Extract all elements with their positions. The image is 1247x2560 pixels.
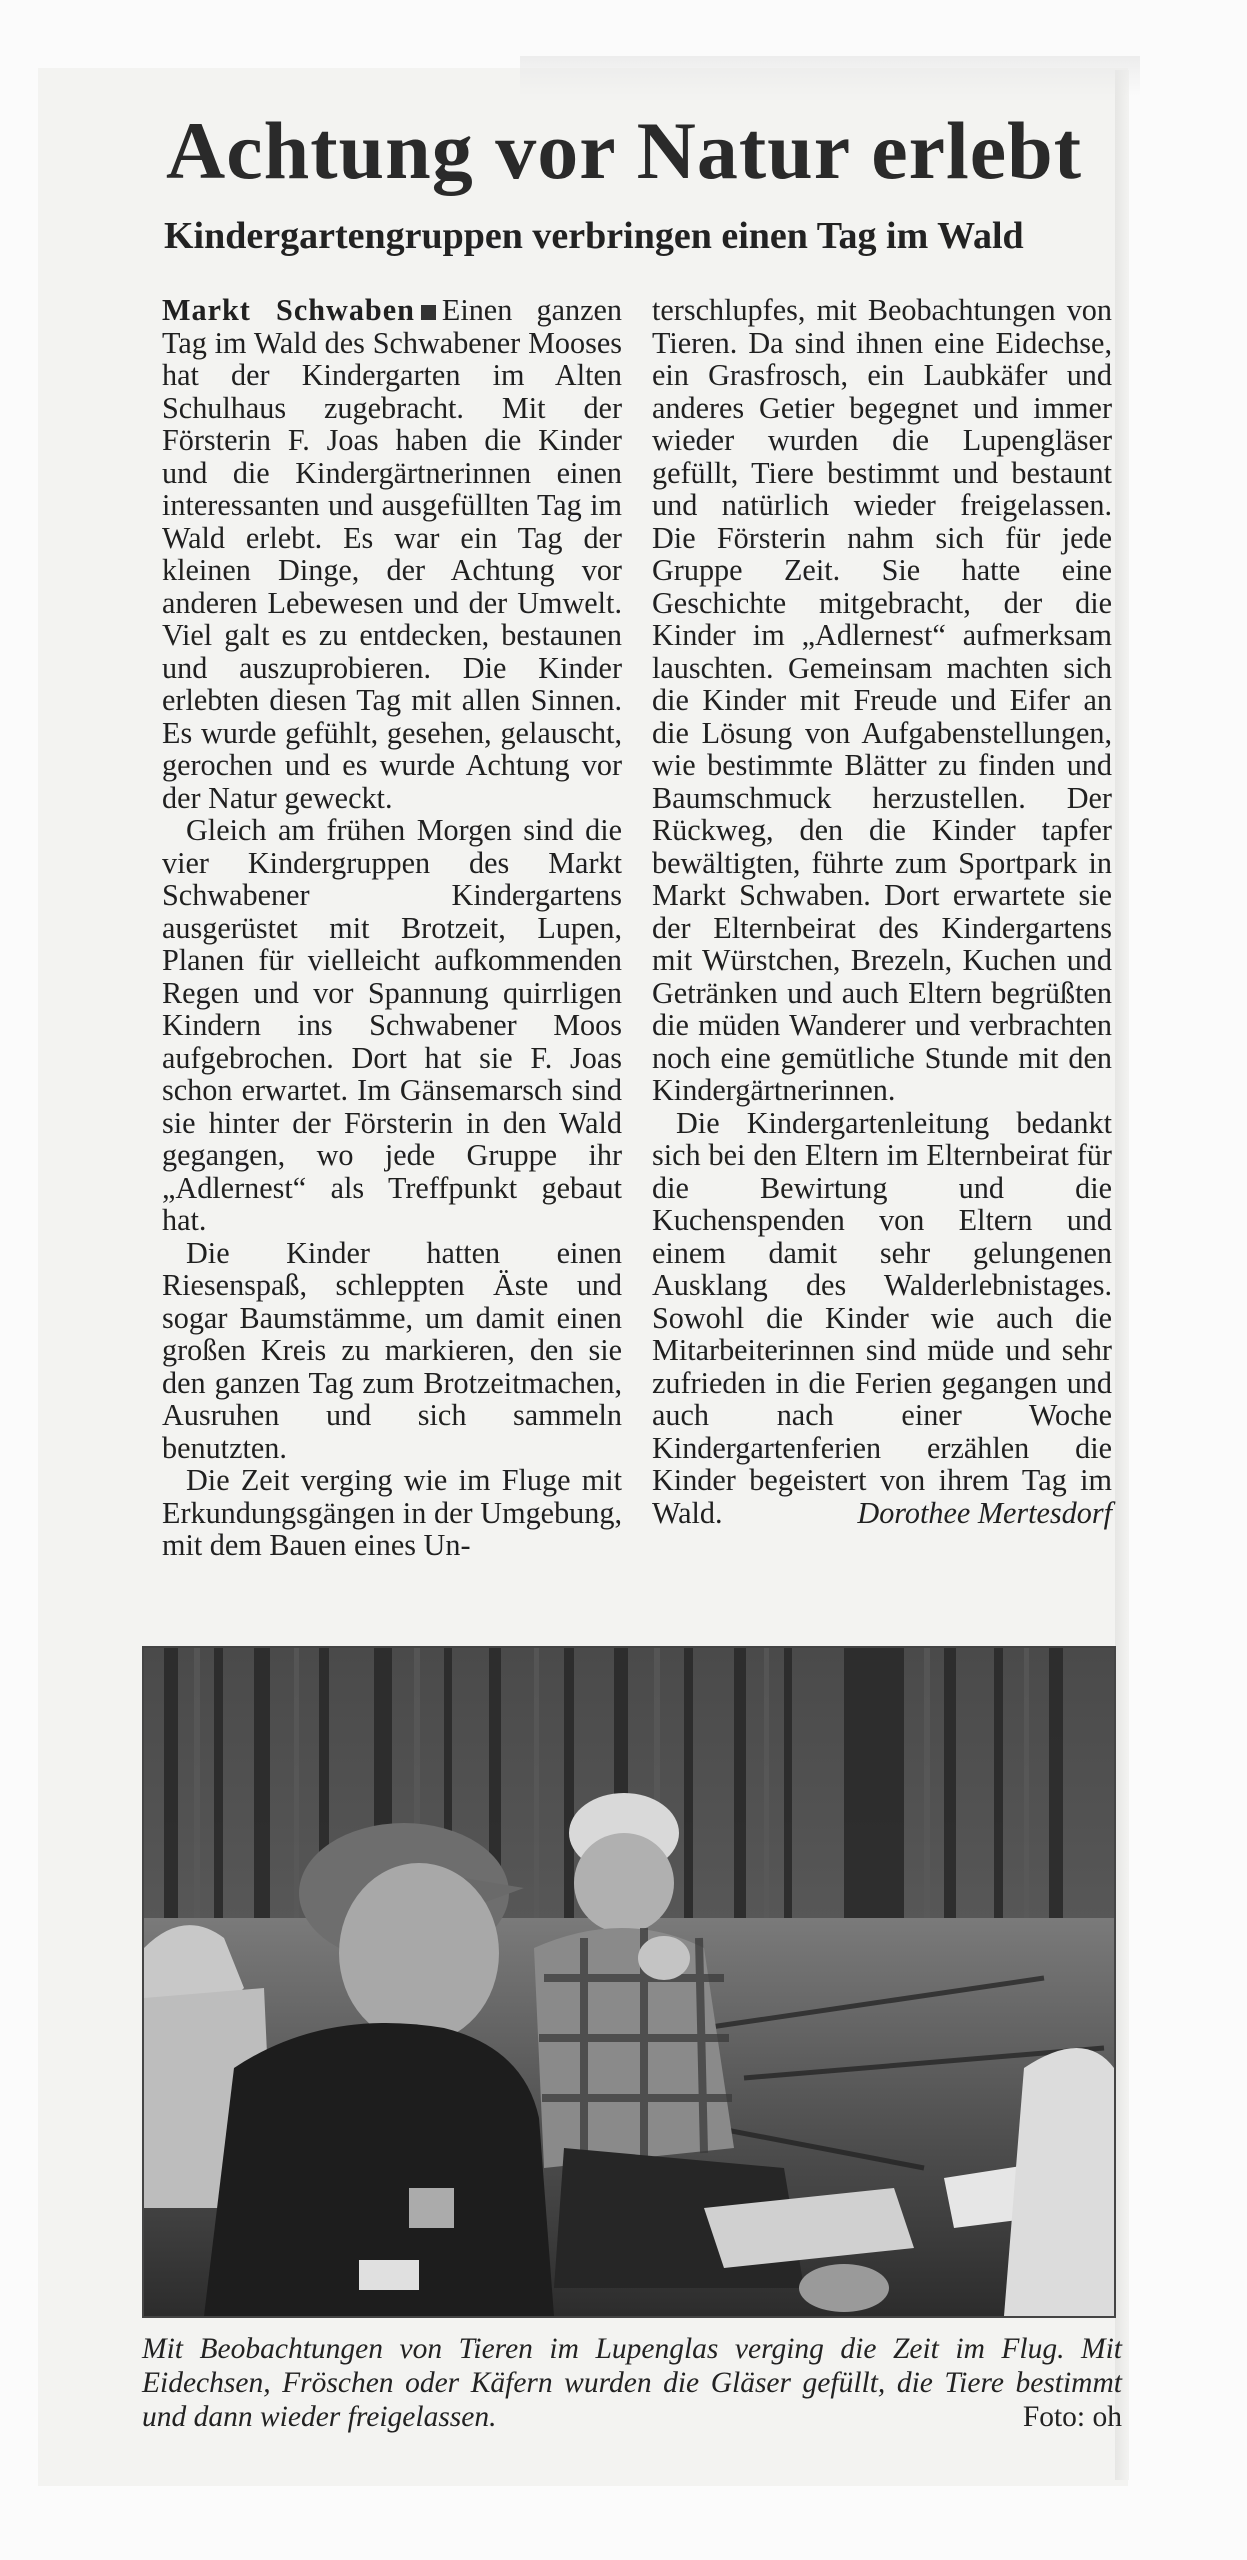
paragraph-text: Einen ganzen Tag im Wald des Schwabener Mooses hat der Kindergarten im Alten Schulhaus zugebracht. Mit der Försterin F. Joas haben die Kinder und die Kindergärtnerinnen einen interessanten und ausgefüllten Tag im Wald erlebt. Es war ein Tag der kleinen Dinge, der Achtung vor anderen Lebewesen und der Umwelt. Viel galt es zu entdecken, bestaunen und auszuprobieren. Die Kinder erlebten diesen Tag mit allen Sinnen. Es wurde gefühlt, gesehen, gelauscht, gerochen und es wurde Achtung vor der Natur geweckt. [162,293,622,815]
photo-children-in-forest-icon [144,1648,1114,2316]
dateline: Markt Schwaben [162,293,415,327]
article-body [162,294,1162,1624]
caption-text: Mit Beobachtungen von Tieren im Lupenglas verging die Zeit im Flug. Mit Eidechsen, Fröschen oder Käfern wurden die Gläser gefüllt, die Tiere bestimmt und dann wieder freigelassen. [142,2333,1122,2433]
right-column [652,294,1112,1529]
left-column [162,294,622,1562]
paragraph-text: Die Kindergartenleitung bedankt sich bei den Eltern im Elternbeirat für die Bewirtung und die Kuchenspenden von Eltern und einem damit sehr gelungenen Ausklang des Walderlebnistages. Sowohl die Kinder wie auch die Mitarbeiterinnen sind müde und sehr zufrieden in die Ferien gegangen und auch nach einer Woche Kindergartenferien erzählen die Kinder begeistert von ihrem Tag im Wald. [652,1105,1112,1530]
forest-photo [142,1646,1116,2318]
author-byline: Dorothee Mertesdorf [857,1495,1112,1530]
subheadline: Kindergartengruppen verbringen einen Tag im Wald [164,215,1024,257]
paragraph: terschlupfes, mit Beobachtungen von Tieren. Da sind ihnen eine Eidechse, ein Grasfrosch, ein Laubkäfer und anderes Getier begegnet und immer wieder wurden die Lupengläser gefüllt, Tiere bestimmt und bestaunt und natürlich wieder freigelassen. Die Försterin nahm sich für jede Gruppe Zeit. Sie hatte eine Geschichte mitgebracht, der die Kinder im „Adlernest“ aufmerksam lauschten. Gemeinsam machten sich die Kinder mit Freude und Eifer an die Lösung von Aufgabenstellungen, wie bestimmte Blätter zu finden und Baumschmuck herzustellen. Der Rückweg, den die Kinder tapfer bewältigten, führte zum Sportpark in Markt Schwaben. Dort erwartete sie der Elternbeirat des Kindergartens mit Würstchen, Brezeln, Kuchen und Getränken und auch Eltern begrüßten die müden Wanderer und verbrachten noch eine gemütliche Stunde mit den Kindergärtnerinnen. [652,293,1112,1107]
newspaper-article [120,86,1140,2486]
paragraph: Die Kinder hatten einen Riesenspaß, schleppten Äste und sogar Baumstämme, um damit einen großen Kreis zu markieren, den sie den ganzen Tag zum Brotzeitmachen, Ausruhen und sich sammeln benutzten. [162,1235,622,1465]
paragraph: Die Zeit verging wie im Fluge mit Erkundungsgängen in der Umgebung, mit dem Bauen eines Un- [162,1463,622,1562]
paragraph: Gleich am frühen Morgen sind die vier Kindergruppen des Markt Schwabener Kindergartens ausgerüstet mit Brotzeit, Lupen, Planen für vielleicht aufkommenden Regen und vor Spannung quirrligen Kindern ins Schwabener Moos aufgebrochen. Dort hat sie F. Joas schon erwartet. Im Gänsemarsch sind sie hinter der Försterin in den Wald gegangen, wo jede Gruppe ihr „Adlernest“ als Treffpunkt gebaut hat. [162,813,622,1237]
photo-caption [142,2332,1122,2434]
paragraph [652,1107,1112,1530]
dateline-square-icon [421,305,436,320]
photo-credit: Foto: oh [1022,2401,1122,2433]
headline: Achtung vor Natur erlebt [166,105,1083,196]
paragraph [162,294,622,814]
